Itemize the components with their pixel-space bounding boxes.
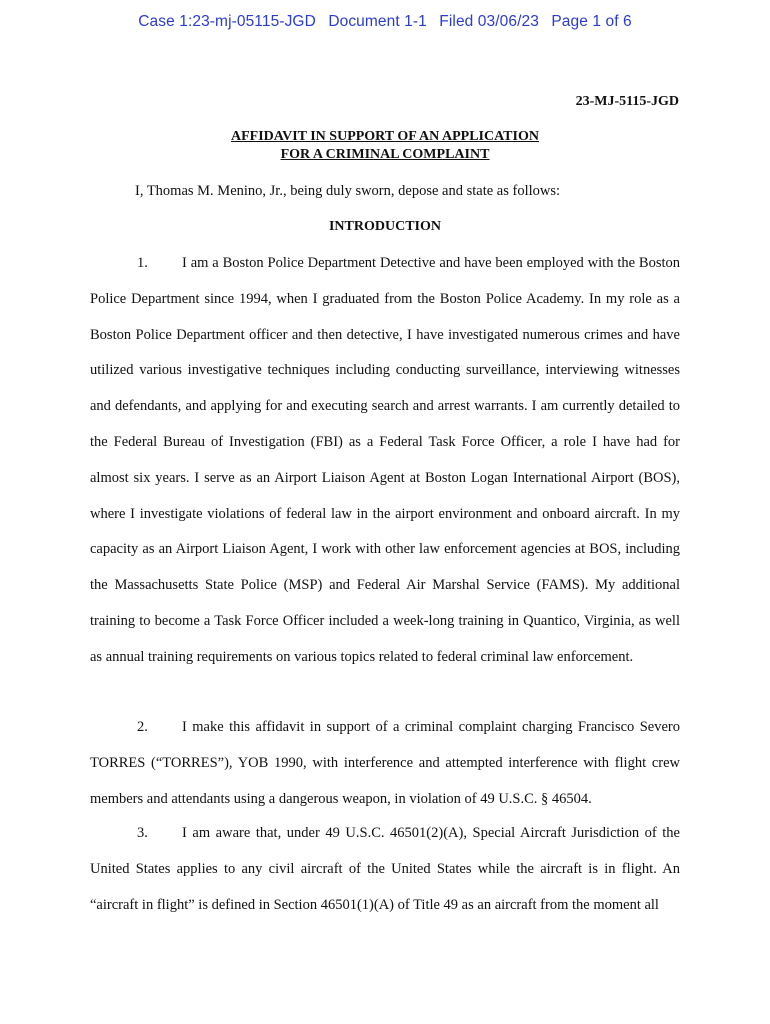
paragraph-number: 1. xyxy=(137,255,148,271)
opening-statement: I, Thomas M. Menino, Jr., being duly sworn, depose and state as follows: xyxy=(135,183,561,199)
document-title xyxy=(0,128,770,164)
paragraph-number: 3. xyxy=(137,825,148,841)
title-line-2: FOR A CRIMINAL COMPLAINT xyxy=(280,147,490,162)
title-line-1: AFFIDAVIT IN SUPPORT OF AN APPLICATION xyxy=(231,129,539,144)
paragraph-text: I make this affidavit in support of a criminal complaint charging Francisco Severo TORRES (“TORRES”), YOB 1990, with interference and attempted interference with flight crew members and attendants using a dangerous weapon, in violation of 49 U.S.C. § 46504. xyxy=(90,719,680,807)
paragraph-3 xyxy=(90,816,680,923)
paragraph-2 xyxy=(90,710,680,817)
paragraph-1 xyxy=(90,246,680,676)
court-filing-header xyxy=(0,13,770,31)
filed-date: Filed 03/06/23 xyxy=(439,13,539,30)
case-number: 23-MJ-5115-JGD xyxy=(575,94,679,109)
paragraph-text: I am aware that, under 49 U.S.C. 46501(2)(A), Special Aircraft Jurisdiction of the United States applies to any civil aircraft of the United States while the aircraft is in flight. An “aircraft in flight” is defined in Section 46501(1)(A) of Title 49 as an aircraft from the moment all xyxy=(90,825,680,913)
case-label: Case 1:23-mj-05115-JGD xyxy=(138,13,316,30)
paragraph-number: 2. xyxy=(137,719,148,735)
page-indicator: Page 1 of 6 xyxy=(551,13,632,30)
document-label: Document 1-1 xyxy=(328,13,427,30)
section-heading: INTRODUCTION xyxy=(328,219,441,234)
paragraph-text: I am a Boston Police Department Detective and have been employed with the Boston Police Department since 1994, when I graduated from the Boston Police Academy. In my role as a Boston Police Department officer and then detective, I have investigated numerous crimes and have utilized various investigative techniques including conducting surveillance, interviewing witnesses and defendants, and applying for and executing search and arrest warrants. I am currently detailed to the Federal Bureau of Investigation (FBI) as a Federal Task Force Officer, a role I have had for almost six years. I serve as an Airport Liaison Agent at Boston Logan International Airport (BOS), where I investigate violations of federal law in the airport environment and onboard aircraft. In my capacity as an Airport Liaison Agent, I work with other law enforcement agencies at BOS, including the Massachusetts State Police (MSP) and Federal Air Marshal Service (FAMS). My additional training to become a Task Force Officer included a week-long training in Quantico, Virginia, as well as annual training requirements on various topics related to federal criminal law enforcement. xyxy=(90,255,680,665)
